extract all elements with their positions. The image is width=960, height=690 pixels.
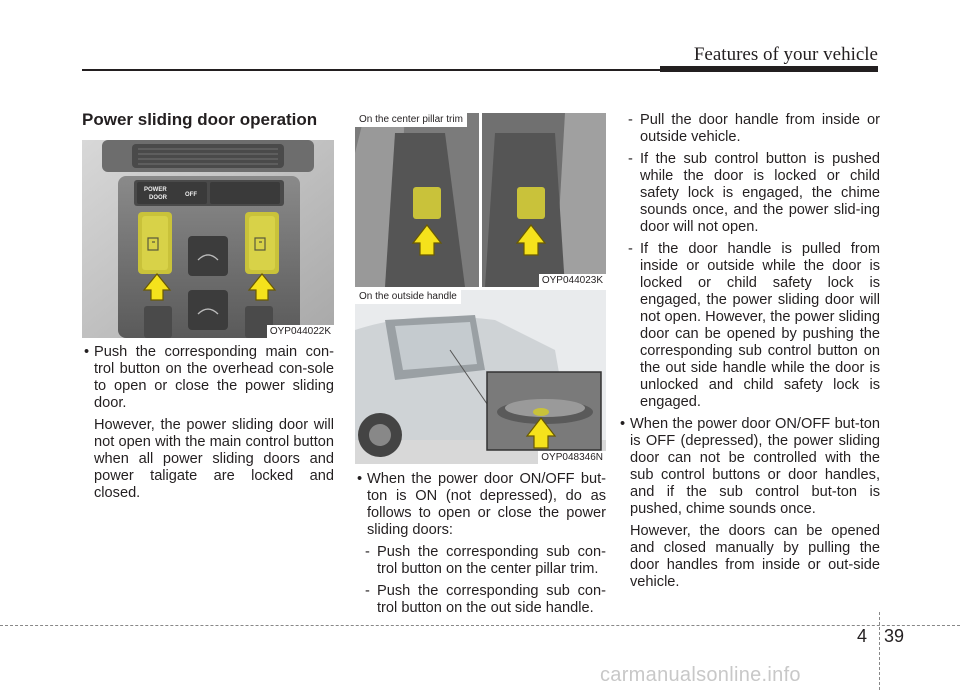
dash-handle-locked: If the door handle is pulled from inside or outside while the door is locked or child safety lock is engaged, the power sliding door will not open. However, the power sliding door can be opened by pushing the corresponding sub control button on the out side handle while the door is unlocked and child safety lock is engaged. bbox=[640, 241, 880, 410]
dash-symbol: - bbox=[628, 112, 633, 128]
page-number: 39 bbox=[884, 626, 905, 646]
dash-symbol: - bbox=[365, 583, 370, 599]
figure-code-center-pillar: OYP044023K bbox=[539, 274, 606, 287]
column-1-text bbox=[82, 344, 334, 502]
figure-code-outside-handle: OYP048346N bbox=[538, 451, 606, 464]
dash-symbol: - bbox=[365, 544, 370, 560]
list-item bbox=[618, 151, 880, 236]
list-item bbox=[355, 583, 606, 617]
bullet-symbol: • bbox=[357, 471, 363, 487]
dash-sub-button-locked: If the sub control button is pushed while the door is locked or child safety lock is engaged, the chime sounds once, and the power slid-ing door will not open. bbox=[640, 151, 880, 235]
list-item bbox=[355, 471, 606, 617]
power-door-label-1: POWER bbox=[144, 187, 167, 193]
off-label: OFF bbox=[185, 192, 197, 198]
list-item bbox=[618, 241, 880, 411]
dash-symbol: - bbox=[628, 151, 633, 167]
footer-divider bbox=[879, 612, 880, 690]
list-item bbox=[355, 544, 606, 578]
header-rule-accent bbox=[660, 66, 878, 72]
bullet-symbol: • bbox=[620, 416, 626, 432]
bullet-symbol: • bbox=[84, 344, 90, 360]
bullet-on-state: When the power door ON/OFF but-ton is ON (not depressed), do as follows to open or close the power sliding doors: bbox=[367, 471, 606, 538]
section-title: Power sliding door operation bbox=[82, 110, 318, 129]
column-3-text bbox=[618, 112, 880, 591]
caption-center-pillar: On the center pillar trim bbox=[355, 113, 467, 127]
dash-pull-handle: Pull the door handle from inside or outside vehicle. bbox=[640, 112, 880, 145]
bullet-off-state-note: However, the doors can be opened and closed manually by pulling the door handles from inside or out-side vehicle. bbox=[630, 523, 880, 590]
figure-code-overhead: OYP044022K bbox=[267, 325, 334, 338]
dash-center-pillar: Push the corresponding sub con-trol button on the center pillar trim. bbox=[377, 544, 606, 577]
header-title: Features of your vehicle bbox=[693, 44, 878, 65]
caption-outside-handle: On the outside handle bbox=[355, 290, 461, 304]
watermark: carmanualsonline.info bbox=[600, 664, 801, 686]
dash-symbol: - bbox=[628, 241, 633, 257]
power-door-label-2: DOOR bbox=[149, 195, 167, 201]
outside-handle-figure bbox=[355, 290, 606, 464]
bullet-main-control: Push the corresponding main con-trol button on the overhead con-sole to open or close the power sliding door. bbox=[94, 344, 334, 411]
footer-rule bbox=[0, 625, 960, 626]
center-pillar-figure bbox=[355, 113, 606, 287]
bullet-off-state: When the power door ON/OFF but-ton is OFF (depressed), the power sliding door can not be controlled with the sub control buttons or door handles, and if the sub control but-ton is pushed, chime sounds once. bbox=[630, 416, 880, 517]
overhead-console-figure bbox=[82, 140, 334, 338]
bullet-main-control-note: However, the power sliding door will not open with the main control button when all power sliding doors and power taligate are locked and closed. bbox=[94, 417, 334, 501]
list-item bbox=[618, 112, 880, 146]
dash-outside-handle: Push the corresponding sub con-trol button on the out side handle. bbox=[377, 583, 606, 616]
column-2-text bbox=[355, 471, 606, 617]
list-item bbox=[82, 344, 334, 502]
chapter-number: 4 bbox=[857, 626, 868, 646]
list-item bbox=[618, 416, 880, 591]
